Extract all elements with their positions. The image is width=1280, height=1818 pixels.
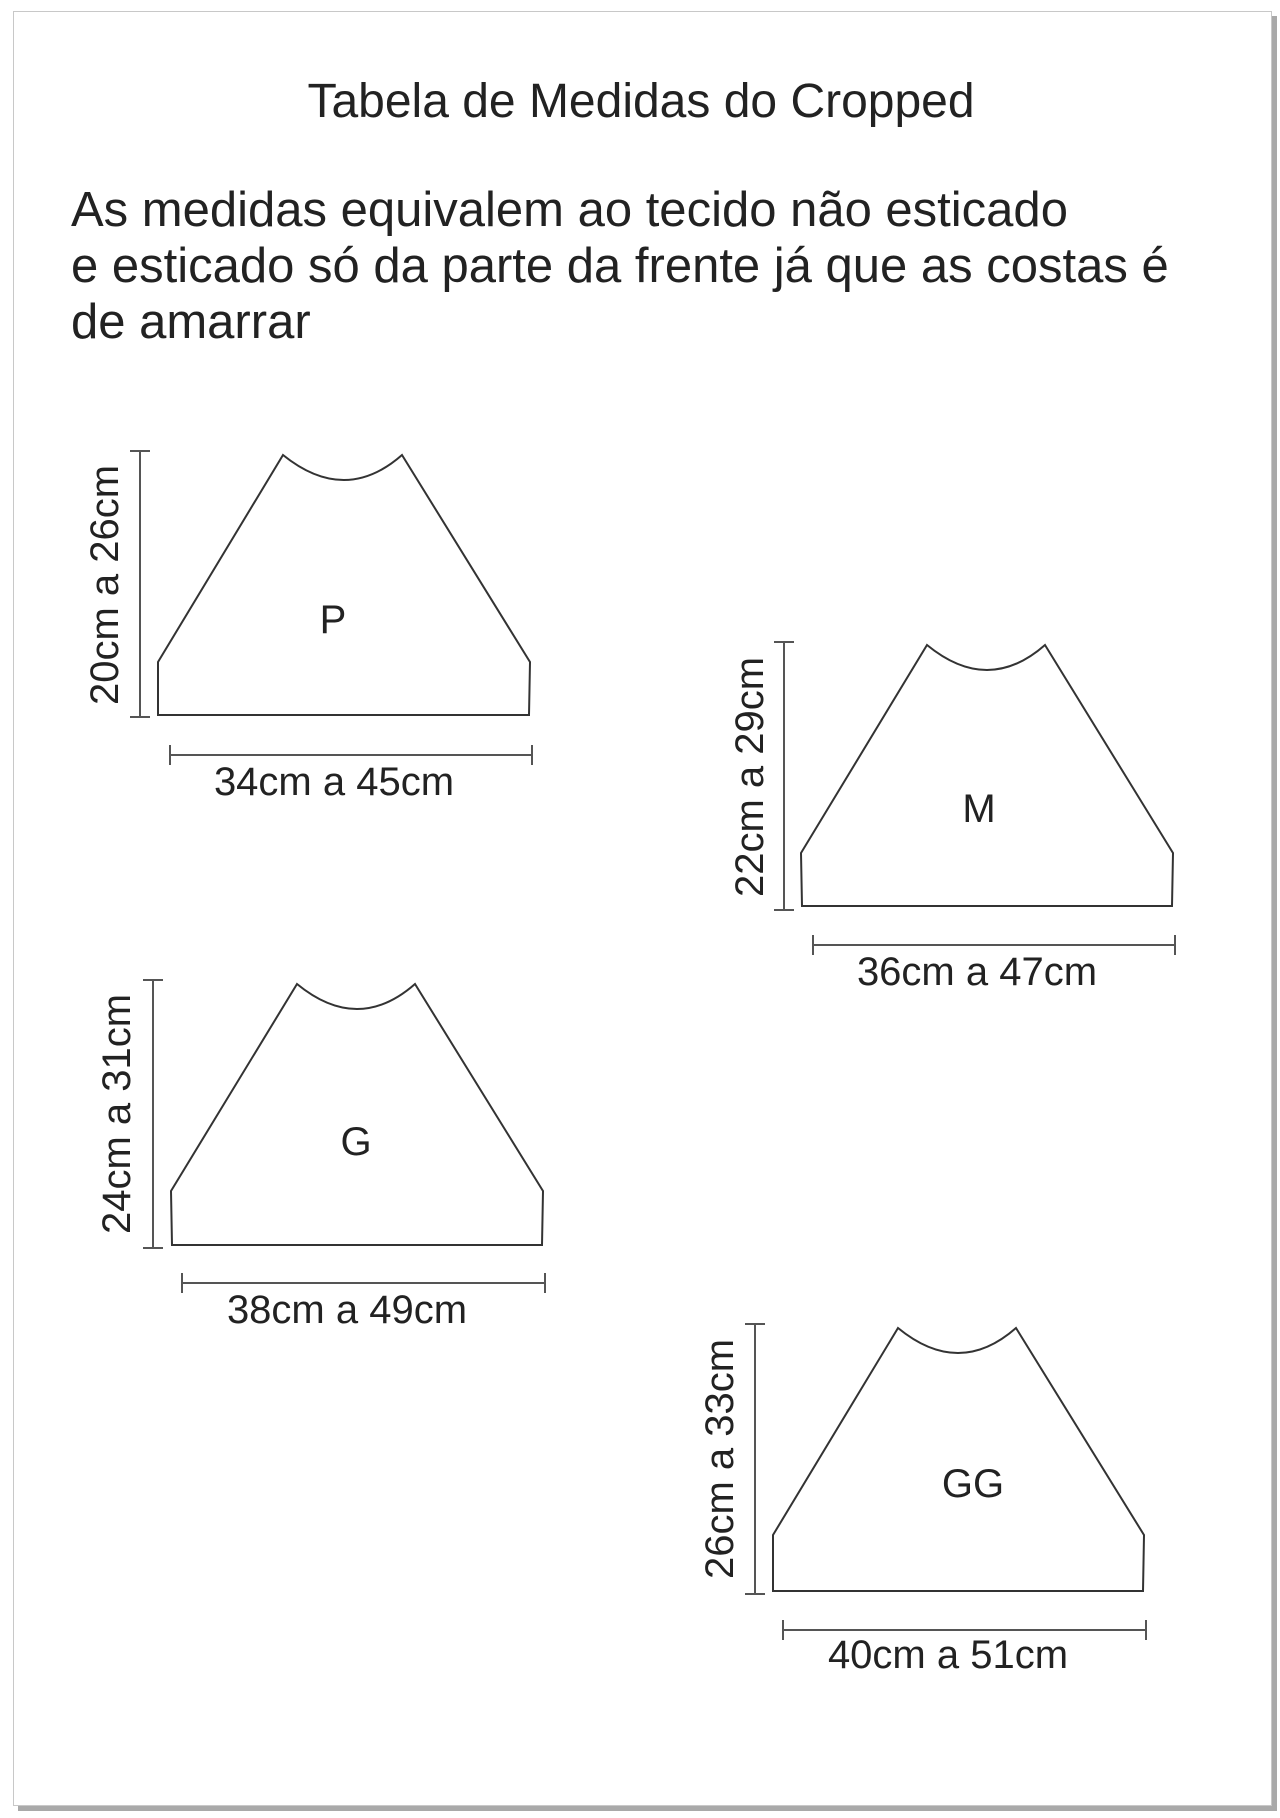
size-gg-group xyxy=(698,1324,1146,1677)
size-m-height-label: 22cm a 29cm xyxy=(728,656,772,898)
size-p-width-label: 34cm a 45cm xyxy=(213,760,455,804)
page-title: Tabela de Medidas do Cropped xyxy=(307,75,975,128)
size-p-label: P xyxy=(319,598,347,642)
size-m-width-label: 36cm a 47cm xyxy=(856,950,1098,994)
size-g-width-label: 38cm a 49cm xyxy=(226,1288,468,1332)
size-p-height-dimension xyxy=(130,451,150,717)
size-p-height-label: 20cm a 26cm xyxy=(83,464,127,706)
size-m-label: M xyxy=(962,787,996,831)
size-m-height-dimension xyxy=(774,642,794,910)
size-gg-height-label: 26cm a 33cm xyxy=(698,1338,742,1580)
size-m-shape xyxy=(801,645,1173,906)
size-g-shape xyxy=(171,984,543,1245)
intro-line: e esticado só da parte da frente já que as costas é xyxy=(71,239,1169,293)
intro-line: de amarrar xyxy=(71,295,311,349)
intro-line: As medidas equivalem ao tecido não esticado xyxy=(71,183,1068,237)
size-gg-label: GG xyxy=(941,1462,1005,1506)
size-m-group xyxy=(728,642,1175,994)
size-g-height-label: 24cm a 31cm xyxy=(95,993,139,1235)
size-p-shape xyxy=(158,455,530,715)
size-gg-height-dimension xyxy=(745,1324,765,1594)
size-g-group xyxy=(95,980,545,1332)
size-g-height-dimension xyxy=(143,980,163,1248)
size-gg-width-label: 40cm a 51cm xyxy=(827,1633,1069,1677)
size-gg-shape xyxy=(773,1328,1144,1591)
size-p-group xyxy=(83,451,532,804)
size-g-label: G xyxy=(340,1120,372,1164)
